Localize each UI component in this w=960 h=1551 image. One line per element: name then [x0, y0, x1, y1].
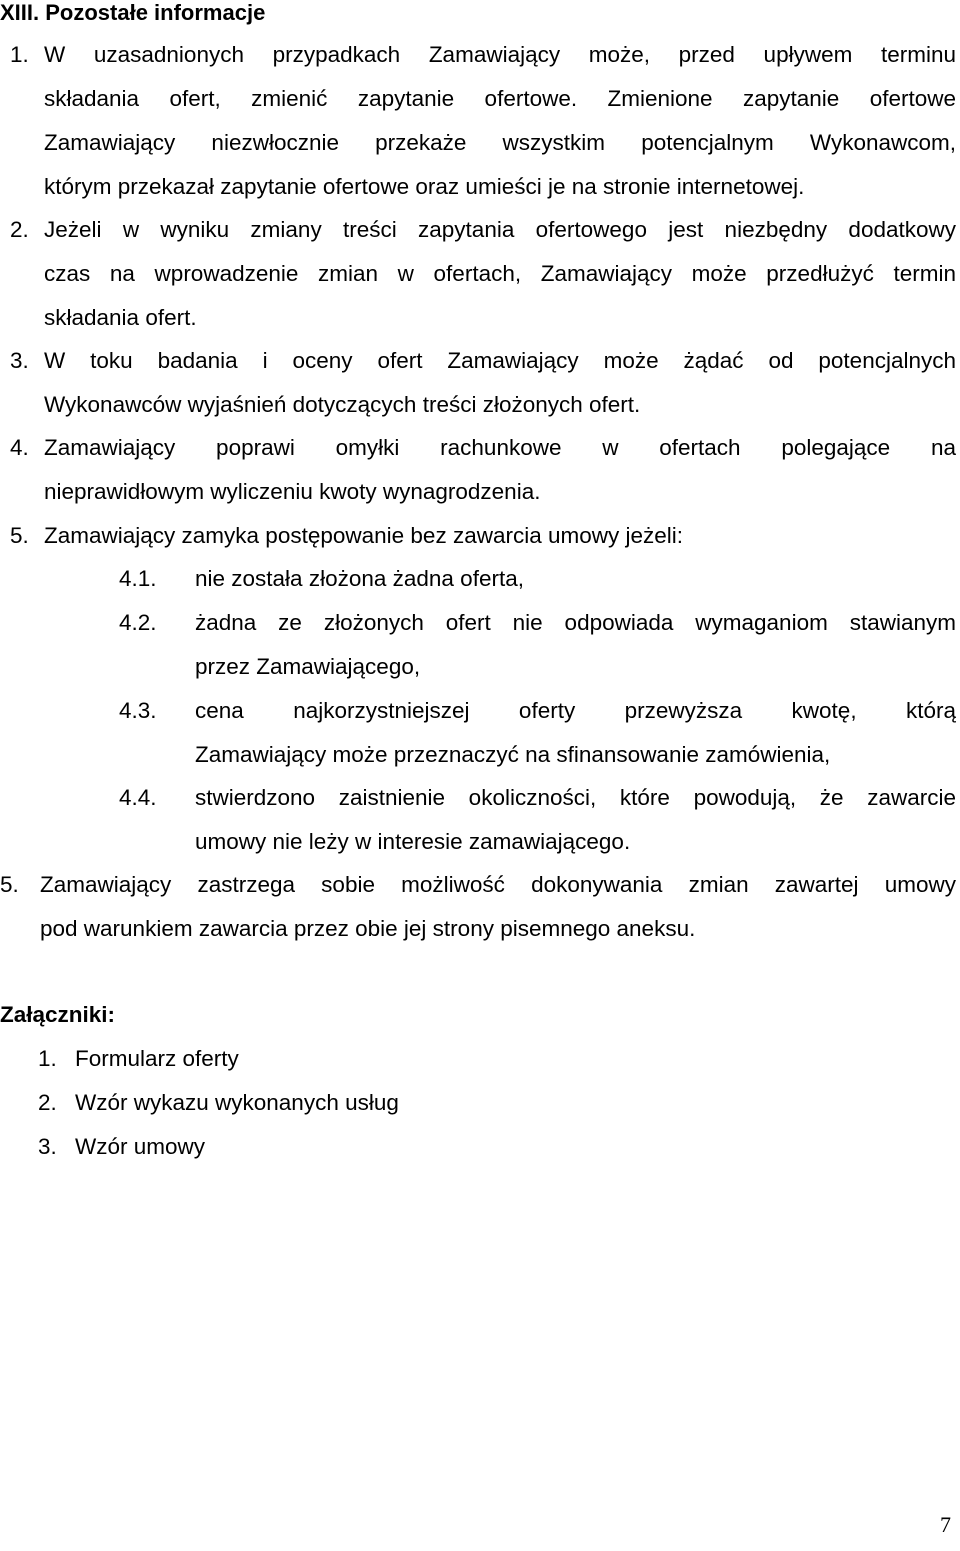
subitem-4-2-line-2: przez Zamawiającego, — [195, 654, 421, 679]
item-1-number: 1. — [10, 42, 29, 67]
subitem-4-4-line-1: stwierdzono zaistnienie okoliczności, które powodują, że zawarcie — [195, 785, 956, 810]
item-2-line-2: czas na wprowadzenie zmian w ofertach, Zamawiający może przedłużyć termin — [44, 261, 956, 286]
item-4-line-1: Zamawiający poprawi omyłki rachunkowe w ofertach polegające na — [44, 435, 956, 460]
item-3-line-1: W toku badania i oceny ofert Zamawiający może żądać od potencjalnych — [44, 348, 956, 373]
attachment-3-number: 3. — [38, 1134, 57, 1159]
attachments-title: Załączniki: — [0, 1002, 116, 1027]
subitem-4-1-number: 4.1. — [119, 566, 157, 591]
attachment-2-label: Wzór wykazu wykonanych usług — [75, 1090, 399, 1115]
attachment-3-label: Wzór umowy — [75, 1134, 206, 1159]
subitem-4-3-number: 4.3. — [119, 698, 157, 723]
subitem-4-2-number: 4.2. — [119, 610, 157, 635]
subitem-4-2-line-1: żadna ze złożonych ofert nie odpowiada wymaganiom stawianym — [195, 610, 956, 635]
item-1-line-4: którym przekazał zapytanie ofertowe oraz umieści je na stronie internetowej. — [44, 174, 805, 199]
item-1-line-2: składania ofert, zmienić zapytanie ofertowe. Zmienione zapytanie ofertowe — [44, 86, 956, 111]
subitem-4-1-line-1: nie została złożona żadna oferta, — [195, 566, 524, 591]
item-3-line-2: Wykonawców wyjaśnień dotyczących treści złożonych ofert. — [44, 392, 641, 417]
page-number: 7 — [940, 1512, 951, 1537]
item-4-line-2: nieprawidłowym wyliczeniu kwoty wynagrodzenia. — [44, 479, 541, 504]
subitem-4-4-line-2: umowy nie leży w interesie zamawiającego. — [195, 829, 631, 854]
attachment-2-number: 2. — [38, 1090, 57, 1115]
subitem-4-4-number: 4.4. — [119, 785, 157, 810]
item-3-number: 3. — [10, 348, 29, 373]
attachment-1-label: Formularz oferty — [75, 1046, 239, 1071]
item-1-line-3: Zamawiający niezwłocznie przekaże wszystkim potencjalnym Wykonawcom, — [44, 130, 956, 155]
subitem-4-3-line-1: cena najkorzystniejszej oferty przewyższa kwotę, którą — [195, 698, 956, 723]
item-1-line-1: W uzasadnionych przypadkach Zamawiający może, przed upływem terminu — [44, 42, 956, 67]
final-item-line-1: Zamawiający zastrzega sobie możliwość dokonywania zmian zawartej umowy — [40, 872, 956, 897]
subitem-4-3-line-2: Zamawiający może przeznaczyć na sfinansowanie zamówienia, — [195, 742, 831, 767]
item-2-line-3: składania ofert. — [44, 305, 197, 330]
attachment-1-number: 1. — [38, 1046, 57, 1071]
section-title: XIII. Pozostałe informacje — [0, 0, 266, 25]
item-2-line-1: Jeżeli w wyniku zmiany treści zapytania ofertowego jest niezbędny dodatkowy — [44, 217, 956, 242]
item-2-number: 2. — [10, 217, 29, 242]
item-5-number: 5. — [10, 523, 29, 548]
item-5-line-1: Zamawiający zamyka postępowanie bez zawarcia umowy jeżeli: — [44, 523, 684, 548]
final-item-line-2: pod warunkiem zawarcia przez obie jej strony pisemnego aneksu. — [40, 916, 696, 941]
item-4-number: 4. — [10, 435, 29, 460]
final-item-number: 5. — [0, 872, 19, 897]
